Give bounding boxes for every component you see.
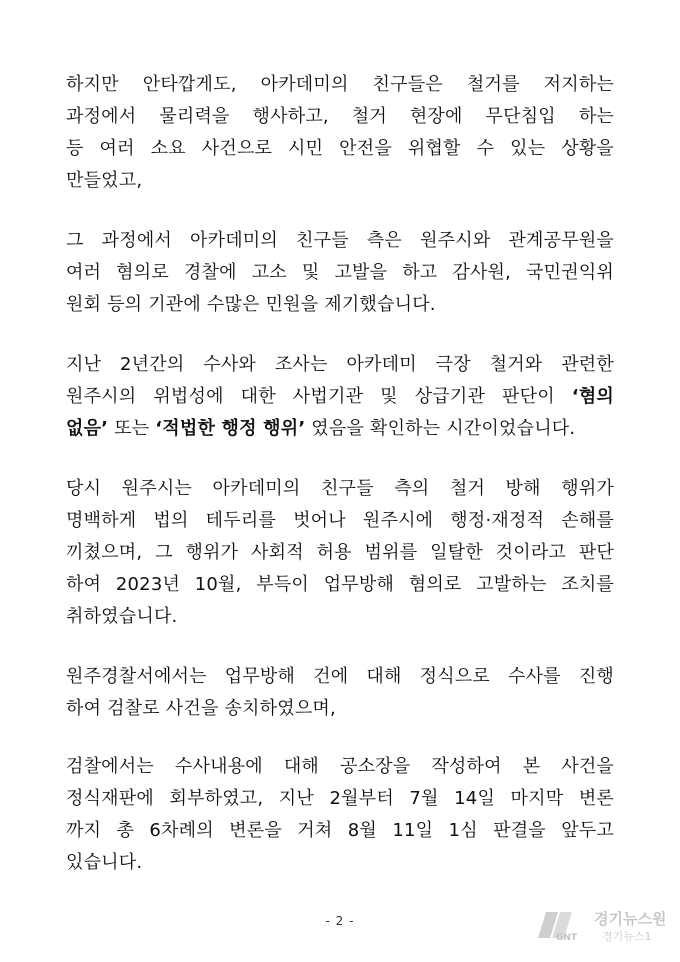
paragraph-6-line-4: 있습니다. (66, 852, 143, 873)
paragraph-6-line-3: 까지 총 6차례의 변론을 거쳐 8월 11일 1심 판결을 앞두고 (66, 820, 614, 841)
paragraph-4-line-4: 하여 2023년 10월, 부득이 업무방해 혐의로 고발하는 조치를 (66, 574, 614, 595)
paragraph-6-line-2: 정식재판에 회부하였고, 지난 2월부터 7월 14일 마지막 변론 (66, 788, 614, 809)
paragraph-1-line-4: 만들었고, (66, 170, 143, 191)
paragraph-2-line-3: 원회 등의 기관에 수많은 민원을 제기했습니다. (66, 294, 436, 315)
paragraph-3-emphasis-1a: ‘혐의 (571, 386, 614, 407)
paragraph-4-line-2: 명백하게 법의 테두리를 벗어나 원주시에 행정·재정적 손해를 (66, 510, 614, 531)
paragraph-6-line-1: 검찰에서는 수사내용에 대해 공소장을 작성하여 본 사건을 (66, 756, 614, 777)
paragraph-3-connector: 또는 (108, 418, 156, 439)
watermark-logo-icon (538, 908, 592, 942)
paragraph-3-emphasis-2: ‘적법한 행정 행위’ (155, 418, 306, 439)
watermark-name: 경기뉴스원 (594, 910, 667, 928)
paragraph-4-line-3: 끼쳤으며, 그 행위가 사회적 허용 범위를 일탈한 것이라고 판단 (66, 542, 614, 563)
paragraph-3-line-2 (66, 382, 614, 412)
paragraph-1-line-1: 하지만 안타깝게도, 아카데미의 친구들은 철거를 저지하는 (66, 74, 614, 95)
paragraph-4-line-5: 취하였습니다. (66, 606, 178, 627)
paragraph-3-line-3 (66, 414, 614, 444)
paragraph-3-line-3-tail: 였음을 확인하는 시간이었습니다. (305, 418, 576, 439)
paragraph-3-line-2-text: 원주시의 위법성에 대한 사법기관 및 상급기관 판단이 (66, 386, 572, 407)
paragraph-2-line-1: 그 과정에서 아카데미의 친구들 측은 원주시와 관계공무원을 (66, 230, 614, 251)
paragraph-3-emphasis-1b: 없음’ (66, 418, 109, 439)
page-number: - 2 - (325, 914, 355, 928)
svg-text:GNT: GNT (556, 933, 578, 942)
paragraph-1-line-2: 과정에서 물리력을 행사하고, 철거 현장에 무단침입 하는 (66, 106, 614, 127)
paragraph-5-line-2: 하여 검찰로 사건을 송치하였으며, (66, 698, 336, 719)
watermark-subname: 경기뉴스1 (602, 930, 652, 943)
paragraph-3-line-1: 지난 2년간의 수사와 조사는 아카데미 극장 철거와 관련한 (66, 354, 614, 375)
watermark (538, 906, 668, 946)
paragraph-2-line-2: 여러 혐의로 경찰에 고소 및 고발을 하고 감사원, 국민권익위 (66, 262, 614, 283)
paragraph-1-line-3: 등 여러 소요 사건으로 시민 안전을 위협할 수 있는 상황을 (66, 138, 614, 159)
paragraph-4-line-1: 당시 원주시는 아카데미의 친구들 측의 철거 방해 행위가 (66, 478, 614, 499)
paragraph-5-line-1: 원주경찰서에서는 업무방해 건에 대해 정식으로 수사를 진행 (66, 666, 614, 687)
